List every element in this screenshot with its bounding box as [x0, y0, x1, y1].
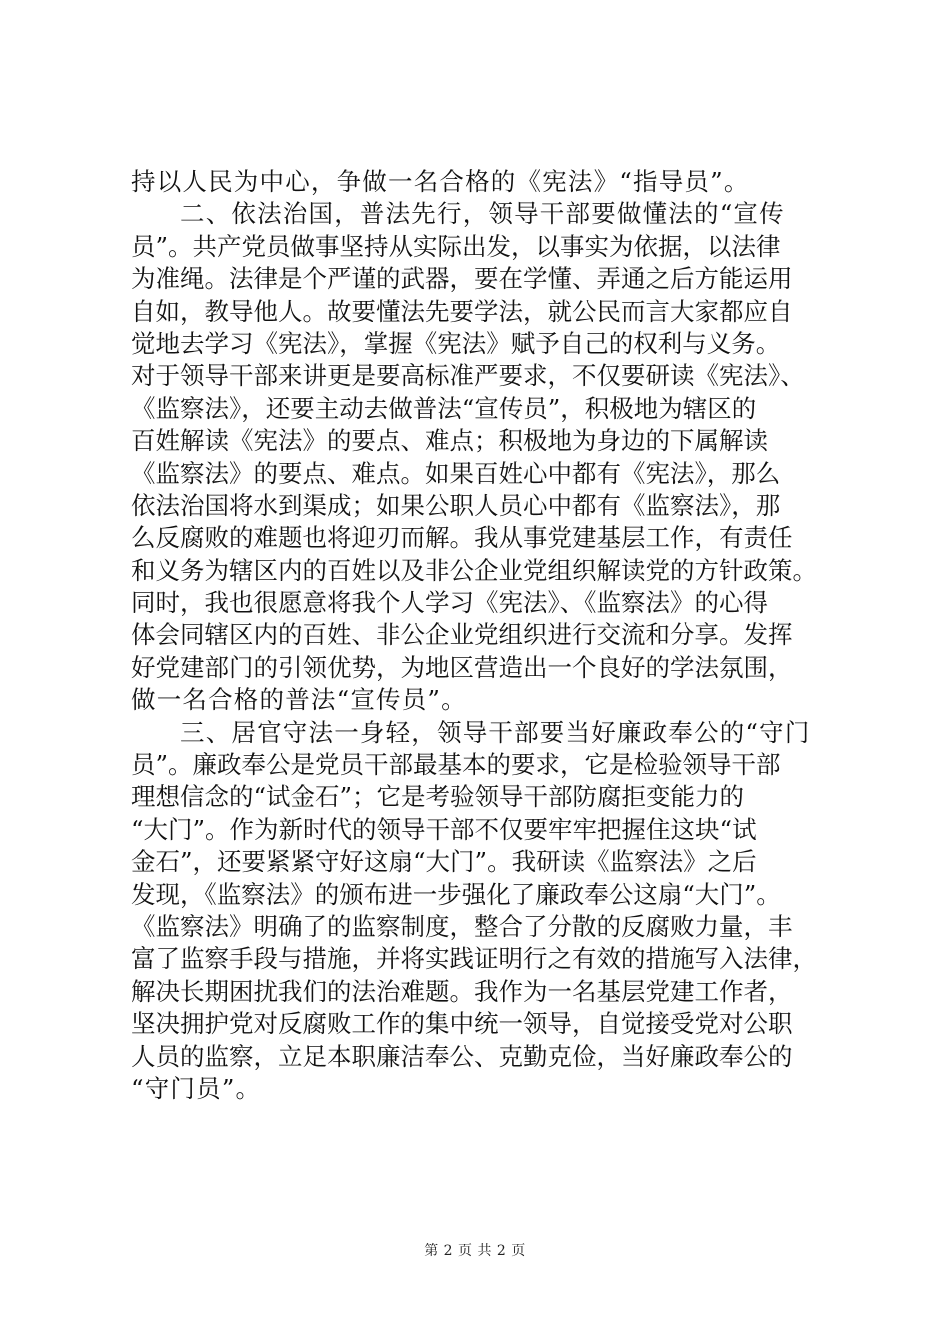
text-line: 人员的监察，立足本职廉洁奉公、克勤克俭，当好廉政奉公的 — [131, 1041, 793, 1071]
text-line: 金石”，还要紧紧守好这扇“大门”。我研读《监察法》之后 — [131, 847, 757, 877]
text-line: 《监察法》明确了的监察制度，整合了分散的反腐败力量，丰 — [131, 911, 793, 941]
page-number-label: 第 2 页 共 2 页 — [424, 1243, 526, 1259]
text-line: 对于领导干部来讲更是要高标准严要求，不仅要研读《宪法》、 — [131, 361, 805, 391]
text-line: 二、依法治国，普法先行，领导干部要做懂法的“宣传 — [180, 199, 785, 229]
text-line: 自如，教导他人。故要懂法先要学法，就公民而言大家都应自 — [131, 296, 793, 326]
text-line: 富了监察手段与措施，并将实践证明行之有效的措施写入法律， — [131, 944, 817, 974]
text-line: 体会同辖区内的百姓、非公企业党组织进行交流和分享。发挥 — [131, 620, 793, 650]
text-line: 员”。廉政奉公是党员干部最基本的要求，它是检验领导干部 — [131, 750, 781, 780]
text-line: 《监察法》的要点、难点。如果百姓心中都有《宪法》，那么 — [131, 458, 781, 488]
document-body — [131, 166, 831, 1105]
text-line: 发现，《监察法》的颁布进一步强化了廉政奉公这扇“大门”。 — [131, 879, 781, 909]
text-line: 做一名合格的普法“宣传员”。 — [131, 685, 467, 715]
page-footer — [0, 1240, 950, 1260]
text-line: 好党建部门的引领优势，为地区营造出一个良好的学法氛围， — [131, 652, 793, 682]
text-line: 依法治国将水到渠成；如果公职人员心中都有《监察法》，那 — [131, 490, 781, 520]
text-line: 觉地去学习《宪法》，掌握《宪法》赋予自己的权利与义务。 — [131, 328, 781, 358]
text-line: 持以人民为中心，争做一名合格的《宪法》“指导员”。 — [131, 167, 750, 196]
text-line: 同时，我也很愿意将我个人学习《宪法》、《监察法》的心得 — [131, 588, 768, 618]
text-line: 么反腐败的难题也将迎刃而解。我从事党建基层工作，有责任 — [131, 523, 793, 553]
text-line: 和义务为辖区内的百姓以及非公企业党组织解读党的方针政策。 — [131, 555, 817, 585]
text-line: 员”。共产党员做事坚持从实际出发，以事实为依据，以法律 — [131, 231, 781, 261]
text-line: 坚决拥护党对反腐败工作的集中统一领导，自觉接受党对公职 — [131, 1009, 793, 1039]
text-line: “大门”。作为新时代的领导干部不仅要牢牢把握住这块“试 — [131, 814, 757, 844]
text-line: 理想信念的“试金石”；它是考验领导干部防腐拒变能力的 — [131, 782, 745, 812]
text-line: “守门员”。 — [131, 1073, 262, 1103]
text-line: 解决长期困扰我们的法治难题。我作为一名基层党建工作者， — [131, 976, 793, 1006]
text-line: 三、居官守法一身轻，领导干部要当好廉政奉公的“守门 — [180, 717, 811, 747]
text-line: 《监察法》，还要主动去做普法“宣传员”，积极地为辖区的 — [131, 393, 757, 423]
text-line: 百姓解读《宪法》的要点、难点；积极地为身边的下属解读 — [131, 426, 768, 456]
text-line: 为准绳。法律是个严谨的武器，要在学懂、弄通之后方能运用 — [131, 264, 793, 294]
